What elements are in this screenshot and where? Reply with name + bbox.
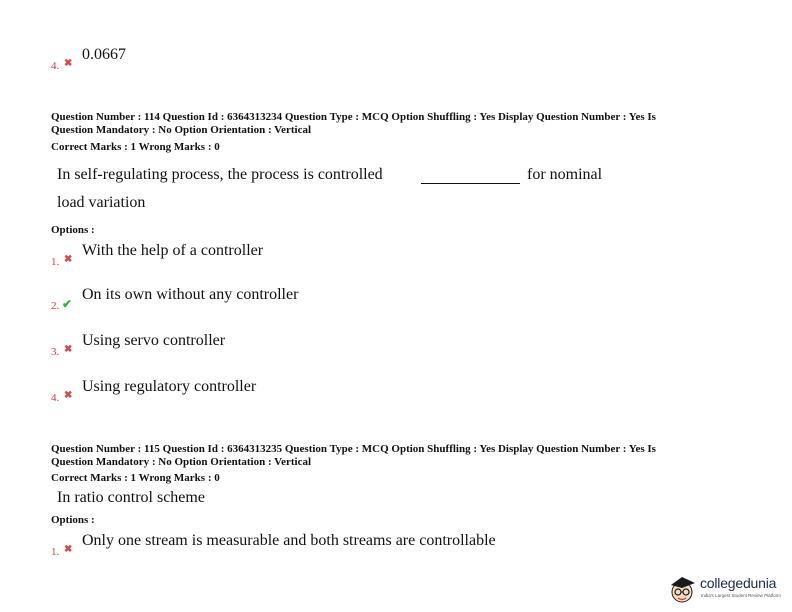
option-number: 4. xyxy=(51,60,60,72)
option-text: Only one stream is measurable and both streams are controllable xyxy=(82,532,496,549)
watermark-tagline: India's Largest Student Review Platform xyxy=(701,593,781,598)
option-text: With the help of a controller xyxy=(82,242,264,259)
option-text: Using regulatory controller xyxy=(82,378,257,395)
check-mark-icon: ✔ xyxy=(62,297,73,311)
option-text: 0.0667 xyxy=(82,46,126,63)
wrong-mark-icon: ✖ xyxy=(64,390,73,401)
wrong-mark-icon: ✖ xyxy=(64,344,73,355)
option-number: 1. xyxy=(51,256,60,268)
question-text: In ratio control scheme xyxy=(57,489,205,506)
question-meta xyxy=(51,443,751,469)
option-number: 2. xyxy=(51,300,60,312)
options-label: Options : xyxy=(51,514,95,526)
question-marks: Correct Marks : 1 Wrong Marks : 0 xyxy=(51,472,220,484)
wrong-mark-icon: ✖ xyxy=(64,544,73,555)
question-meta-line: Question Number : 115 Question Id : 6364313235 Question Type : MCQ Option Shuffling : Yes Display Question Number : Yes Is xyxy=(51,443,656,455)
option-number: 3. xyxy=(51,346,60,358)
question-meta-line: Question Number : 114 Question Id : 6364313234 Question Type : MCQ Option Shuffling : Yes Display Question Number : Yes Is xyxy=(51,111,656,123)
question-meta-line: Question Mandatory : No Option Orientation : Vertical xyxy=(51,456,312,468)
wrong-mark-icon: ✖ xyxy=(64,58,73,69)
watermark-name: collegedunia xyxy=(700,575,777,591)
question-text: for nominal xyxy=(527,166,603,183)
options-label: Options : xyxy=(51,224,95,236)
question-marks: Correct Marks : 1 Wrong Marks : 0 xyxy=(51,141,220,153)
question-text: In self-regulating process, the process is controlled xyxy=(57,166,383,183)
option-text: On its own without any controller xyxy=(82,286,299,303)
option-text: Using servo controller xyxy=(82,332,226,349)
wrong-mark-icon: ✖ xyxy=(64,254,73,265)
question-meta xyxy=(51,111,751,137)
mascot-logo-icon xyxy=(668,573,698,605)
collegedunia-watermark xyxy=(668,573,786,605)
fill-in-blank-line xyxy=(421,183,520,184)
option-number: 1. xyxy=(51,546,60,558)
question-meta-line: Question Mandatory : No Option Orientation : Vertical xyxy=(51,124,312,136)
question-text: load variation xyxy=(57,194,146,211)
option-number: 4. xyxy=(51,392,60,404)
